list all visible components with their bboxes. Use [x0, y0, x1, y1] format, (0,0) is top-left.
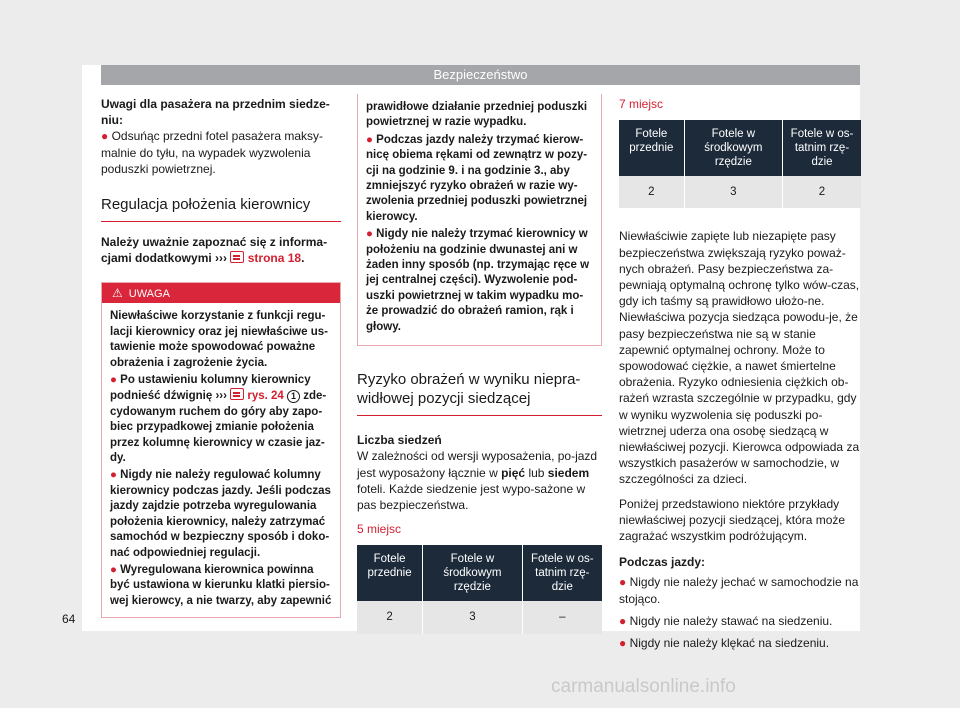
table-cell: – [522, 601, 602, 633]
table-header: Fotele przednie [619, 120, 684, 176]
callout-number-icon: 1 [287, 390, 300, 403]
bullet-icon: ● [110, 469, 117, 482]
examples-paragraph: Poniżej przedstawiono niektóre przykłady niewłaściwej pozycji siedzącej, która może zagrażać wszystkim podróżującym. [619, 496, 846, 544]
warning-box-continued: prawidłowe działanie przedniej poduszki powietrznej w razie wypadku. ● Podczas jazdy należy trzymać kierow-nicę obiema rękami od zewnątrz w pozy-cji na godzinie 9. i na godzinie 3., aby zmniejszyć ryzyko obrażeń w razie wy-zwolenia przedniej poduszki powietrznej kierowcy. ● Nigdy nie należy trzymać kierownicy w położeniu na godzinie dwunastej ani w żaden inny sposób (np. trzymając ręce w jej centralnej części). Wyzwolenie pod-uszki powietrznej w takim wypadku mo-że prowadzić do obrażeń ramion, rąk i głowy. [357, 94, 602, 346]
figure-reference-icon [230, 388, 244, 400]
table-row [619, 176, 861, 208]
watermark: carmanualsonline.info [551, 676, 736, 697]
table-header: Fotele w os-tatnim rzę-dzie [783, 120, 862, 176]
warning-triangle-icon: ⚠ [112, 286, 123, 301]
warning-bullet-2: ● Nigdy nie należy regulować kolumny kierownicy podczas jazdy. Jeśli podczas jazdy zajdzie potrzeba wyregulowania położenia kierownicy, należy zatrzymać samochód w bezpieczny sposób i doko-nać odpowiedniej regulacji. [110, 469, 331, 559]
table-cell: 2 [619, 176, 684, 208]
section-title-steering: Regulacja położenia kierownicy [101, 195, 341, 222]
table-header: Fotele w środkowym rzędzie [423, 545, 522, 601]
intro-heading: Uwagi dla pasażera na przednim siedze-niu: [101, 97, 330, 128]
seats-table-7 [619, 120, 861, 208]
warning-box [101, 282, 341, 618]
intro-bullet: ● Odsuńąc przedni fotel pasażera maksy-malnie do tyłu, na wypadek wyzwolenia poduszki powietrznej. [101, 129, 324, 176]
page-number: 64 [62, 612, 76, 626]
figure-link[interactable]: rys. 24 [247, 390, 284, 403]
sub-heading-seats: Liczba siedzeń [357, 433, 442, 448]
warning-bullet-4: ● Podczas jazdy należy trzymać kierow-nicę obiema rękami od zewnątrz w pozy-cji na godzinie 9. i na godzinie 3., aby zmniejszyć ryzyko obrażeń w razie wy-zwolenia przedniej poduszki powietrznej kierowcy. [366, 133, 588, 223]
list-item: ● Nigdy nie należy klękać na siedzeniu. [619, 636, 830, 651]
table-cell: 2 [783, 176, 862, 208]
table-label-5: 5 miejsc [357, 522, 402, 537]
warning-body: Niewłaściwe korzystanie z funkcji regu-lacji kierownicy oraz jej niewłaściwe us-tawienie może spowodować poważne obrażenia i zagrożenie życia. ● Po ustawieniu kolumny kierownicy podnieść dźwignię ››› rys. 24 1 zde-cydowanym ruchem do góry aby zapo-biec przypadkowej zmianie położenia przez kolumnę kierownicy w czasie jaz-dy. ● Nigdy nie należy regulować kolumny kierownicy podczas jazdy. Jeśli podczas jazdy zajdzie potrzeba wyregulowania położenia kierownicy, należy zatrzymać samochód w bezpieczny sposób i doko-nać odpowiedniej regulacji. ● Wyregulowana kierownica powinna być ustawiona w kierunku klatki piersio-wej kierowcy, a nie twarzy, aby zapewnić [102, 303, 340, 617]
column-2 [357, 94, 602, 634]
warning-bullet-5: ● Nigdy nie należy trzymać kierownicy w położeniu na godzinie dwunastej ani w żaden inny sposób (np. trzymając ręce w jej centralnej części). Wyzwolenie pod-uszki powietrznej w takim wypadku mo-że prowadzić do obrażeń ramion, rąk i głowy. [366, 228, 590, 333]
section-title-seating: Ryzyko obrażeń w wyniku niepra-widłowej pozycji siedzącej [357, 370, 602, 416]
bullet-icon: ● [619, 575, 627, 590]
table-cell: 3 [684, 176, 782, 208]
bullet-icon: ● [366, 133, 373, 146]
bullet-icon: ● [110, 374, 117, 387]
table-row [357, 601, 602, 633]
page-header: Bezpieczeństwo [101, 65, 860, 85]
table-header: Fotele w os-tatnim rzę-dzie [522, 545, 602, 601]
page-link[interactable]: strona 18 [247, 251, 302, 266]
book-reference-icon [230, 251, 244, 263]
bullet-icon: ● [110, 563, 117, 576]
list-item: ● Nigdy nie należy jechać w samochodzie na stojąco. [619, 575, 859, 606]
bullet-icon: ● [619, 613, 627, 628]
warning-bullet-1: ● Po ustawieniu kolumny kierownicy podnieść dźwignię ››› rys. 24 1 zde-cydowanym ruchem do góry aby zapo-biec przypadkowej zmianie położenia przez kolumnę kierownicy w czasie jaz-dy. [110, 374, 327, 465]
warning-bullet-3: ● Wyregulowana kierownica powinna być ustawiona w kierunku klatki piersio-wej kierowcy, a nie twarzy, aby zapewnić [110, 563, 332, 607]
table-header: Fotele w środkowym rzędzie [684, 120, 782, 176]
bullet-icon: ● [619, 636, 627, 651]
column-1 [101, 96, 341, 618]
seating-risk-paragraph: Niewłaściwie zapięte lub niezapięte pasy bezpieczeństwa zwiększają ryzyko poważ-nych obrażeń. Pasy bezpieczeństwa za-pewniają optymalną ochronę tylko wów-czas, gdy ich taśmy są prawidłowo ułożo-ne. Niewłaściwa pozycja siedząca powodu-je, że pasy bezpieczeństwa nie są w stanie zapewnić optymalnej ochrony. Może to spowodować ciężkie, a nawet śmiertelne obrażenia. Ryzyko odniesienia ciężkich ob-rażeń wzrasta szczególnie w przypadku, gdy w wyniku wyzwolenia się poduszki po-wietrznej uderza ona osobę siedzącą w niewłaściwej pozycji. Kierowca odpowiada za wszystkich pasażerów w samochodzie, w szczególności za dzieci. [619, 229, 860, 487]
table-cell: 3 [423, 601, 522, 633]
reference-paragraph: Należy uważnie zapoznać się z informa-cjami dodatkowymi ››› strona 18. [101, 235, 328, 266]
table-label-7: 7 miejsc [619, 97, 664, 111]
column-3 [619, 96, 861, 651]
seats-paragraph: W zależności od wersji wyposażenia, po-jazd jest wyposażony łącznie w pięć lub siedem foteli. Każde siedzenie jest wypo-sażone w pas bezpieczeństwa. [357, 449, 598, 512]
table-header: Fotele przednie [357, 545, 423, 601]
list-item: ● Nigdy nie należy stawać na siedzeniu. [619, 613, 833, 628]
bullet-icon: ● [366, 228, 373, 241]
warning-title: ⚠ UWAGA [102, 283, 340, 303]
seats-table-5 [357, 545, 602, 633]
table-cell: 2 [357, 601, 423, 633]
bullet-icon: ● [101, 129, 109, 144]
sub-heading-driving: Podczas jazdy: [619, 555, 706, 570]
